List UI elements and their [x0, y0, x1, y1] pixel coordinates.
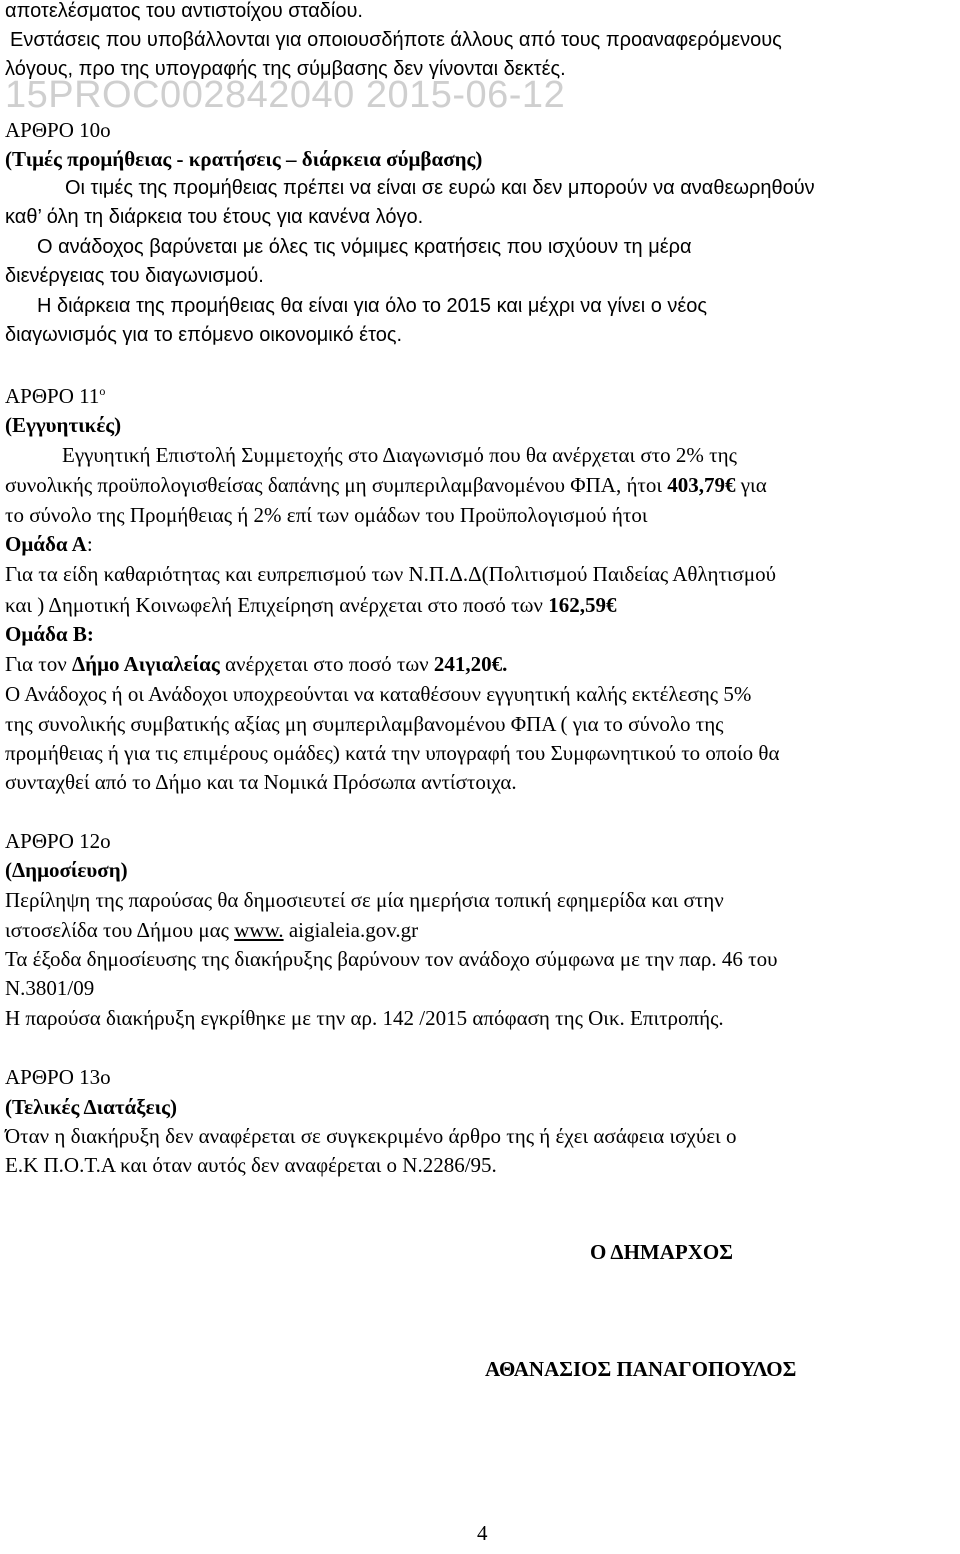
- group-b-municipality: Δήμο Αιγιαλείας: [72, 652, 220, 676]
- group-b-amount: 241,20€.: [433, 652, 508, 676]
- group-a-line-2: [5, 593, 616, 618]
- intro-line-1: αποτελέσματος του αντιστοίχου σταδίου.: [5, 0, 363, 22]
- signature-name: ΑΘΑΝΑΣΙΟΣ ΠΑΝΑΓΟΠΟΥΛΟΣ: [485, 1357, 797, 1381]
- performance-guarantee-line-3: προμήθειας ή για τις επιμέρους ομάδες) κατά την υπογραφή του Συμφωνητικού το οποίο θα: [5, 741, 780, 765]
- article-10-p1-line-1: Οι τιμές της προμήθειας πρέπει να είναι σε ευρώ και δεν μπορούν να αναθεωρηθούν: [65, 177, 815, 199]
- group-a-label: Ομάδα Α: [5, 532, 87, 556]
- article-11-line-2: [5, 473, 767, 498]
- performance-guarantee-line-2: της συνολικής συμβατικής αξίας μη συμπεριλαμβανομένου ΦΠΑ ( για το σύνολο της: [5, 712, 724, 736]
- article-11-title: [5, 384, 105, 409]
- signature-role: Ο ΔΗΜΑΡΧΟΣ: [590, 1240, 733, 1264]
- intro-line-3: λόγους, προ της υπογραφής της σύμβασης δεν γίνονται δεκτές.: [5, 58, 566, 80]
- performance-guarantee-line-1: Ο Ανάδοχος ή οι Ανάδοχοι υποχρεούνται να καταθέσουν εγγυητική καλής εκτέλεσης 5%: [5, 682, 752, 706]
- article-12-line-5: Η παρούσα διακήρυξη εγκρίθηκε με την αρ. 142 /2015 απόφαση της Οικ. Επιτροπής.: [5, 1006, 724, 1030]
- article-10-subtitle: (Τιμές προμήθειας - κρατήσεις – διάρκεια σύμβασης): [5, 147, 483, 171]
- group-b-line-1: [5, 652, 507, 677]
- group-b-line-1-mid: ανέρχεται στο ποσό των: [219, 652, 434, 676]
- article-11-subtitle: (Εγγυητικές): [5, 413, 122, 437]
- article-10-p2-line-2: διενέργειας του διαγωνισμού.: [5, 265, 264, 287]
- total-guarantee-amount: 403,79€: [667, 473, 736, 497]
- document-watermark: 15PROC002842040 2015-06-12: [5, 74, 566, 116]
- article-10-p2-line-1: Ο ανάδοχος βαρύνεται με όλες τις νόμιμες κρατήσεις που ισχύουν τη μέρα: [37, 236, 692, 258]
- article-12-line-2-text: ιστοσελίδα του Δήμου μας: [5, 918, 235, 942]
- article-11-line-1: Εγγυητική Επιστολή Συμμετοχής στο Διαγωνισμό που θα ανέρχεται στο 2% της: [62, 443, 737, 467]
- group-a-line-2-text: και ) Δημοτική Κοινωφελή Επιχείρηση ανέρχεται στο ποσό των: [5, 593, 549, 617]
- article-13-line-2: Ε.Κ Π.Ο.Τ.Α και όταν αυτός δεν αναφέρεται ο Ν.2286/95.: [5, 1153, 497, 1177]
- article-11-title-sup: ο: [99, 384, 106, 398]
- intro-line-2: Ενστάσεις που υποβάλλονται για οποιουσδήποτε άλλους από τους προαναφερόμενους: [10, 29, 782, 51]
- article-11-title-main: ΑΡΘΡΟ 11: [5, 384, 100, 408]
- group-a-line-1: Για τα είδη καθαριότητας και ευπρεπισμού των Ν.Π.Δ.Δ(Πολιτισμού Παιδείας Αθλητισμού: [5, 562, 777, 586]
- group-a-amount: 162,59€: [548, 593, 617, 617]
- article-12-line-2: [5, 918, 418, 943]
- article-13-subtitle: (Τελικές Διατάξεις): [5, 1095, 177, 1119]
- article-10-title: ΑΡΘΡΟ 10ο: [5, 118, 111, 142]
- group-a-heading: [5, 532, 93, 557]
- article-13-title: ΑΡΘΡΟ 13ο: [5, 1065, 111, 1089]
- group-b-line-1-text: Για τον: [5, 652, 72, 676]
- article-10-p1-line-2: καθ’ όλη τη διάρκεια του έτους για κανένα λόγο.: [5, 206, 424, 228]
- article-11-line-3: το σύνολο της Προμήθειας ή 2% επί των ομάδων του Προϋπολογισμού ήτοι: [5, 503, 648, 527]
- article-12-line-4: Ν.3801/09: [5, 976, 95, 1000]
- page-number: 4: [477, 1521, 488, 1545]
- article-11-line-2-end: για: [735, 473, 767, 497]
- article-10-p3-line-2: διαγωνισμός για το επόμενο οικονομικό έτος.: [5, 324, 403, 346]
- performance-guarantee-line-4: συνταχθεί από το Δήμο και τα Νομικά Πρόσωπα αντίστοιχα.: [5, 770, 517, 794]
- article-12-subtitle: (Δημοσίευση): [5, 858, 128, 882]
- article-12-title: ΑΡΘΡΟ 12ο: [5, 829, 111, 853]
- article-13-line-1: Όταν η διακήρυξη δεν αναφέρεται σε συγκεκριμένο άρθρο της ή έχει ασάφεια ισχύει ο: [5, 1124, 737, 1148]
- article-10-p3-line-1: Η διάρκεια της προμήθειας θα είναι για όλο το 2015 και μέχρι να γίνει ο νέος: [37, 295, 708, 317]
- article-12-line-1: Περίληψη της παρούσας θα δημοσιευτεί σε μία ημερήσια τοπική εφημερίδα και στην: [5, 888, 724, 912]
- website-domain: aigialeia.gov.gr: [283, 918, 419, 942]
- group-b-label: Ομάδα Β:: [5, 622, 94, 646]
- article-11-line-2-text: συνολικής προϋπολογισθείσας δαπάνης μη συμπεριλαμβανομένου ΦΠΑ, ήτοι: [5, 473, 668, 497]
- group-a-colon: :: [86, 532, 93, 556]
- article-12-line-3: Τα έξοδα δημοσίευσης της διακήρυξης βαρύνουν τον ανάδοχο σύμφωνα με την παρ. 46 του: [5, 947, 778, 971]
- website-link[interactable]: www.: [234, 918, 284, 942]
